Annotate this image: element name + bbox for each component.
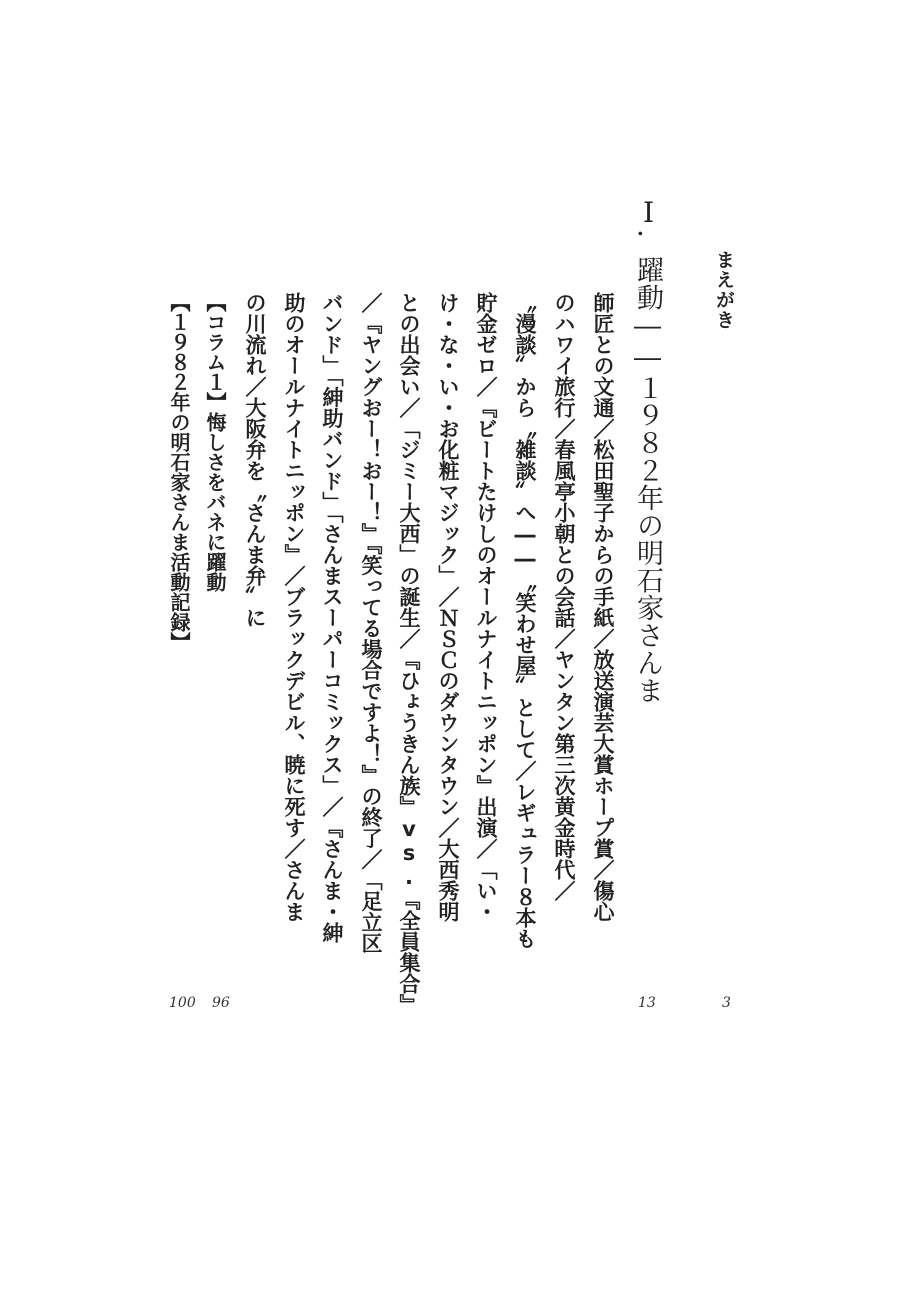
chapter-body-line: ／『ヤングおー！おー！』『笑ってる場合ですよ！』の終了／「足立区 [359, 292, 383, 954]
chapter-body-line: 師匠との文通／松田聖子からの手紙／放送演芸大賞ホープ賞／傷心 [591, 292, 615, 922]
record-1982-title[interactable]: 【１９８２年の明石家さんま活動記録】 [167, 292, 191, 652]
chapter-body-line: バンド」「紳助バンド」「さんまスーパーコミックス」／『さんま・紳 [320, 292, 344, 943]
chapter-body-line: との出会い／「ジミー大西」の誕生／『ひょうきん族』vs.『全員集合』 [397, 292, 421, 1015]
column1-page-number: 96 [212, 995, 230, 1011]
chapter-title[interactable]: 躍動――１９８２年の明石家さんま [632, 256, 663, 704]
chapter-body-line: 〝漫談〟から〝雑談〟へ――〝笑わせ屋〟として／レギュラー８本も [513, 292, 537, 949]
chapter-body-line: け・な・い・お化粧マジック」／ＮＳＣのダウンタウン／大西秀明 [436, 292, 460, 922]
chapter-body-line: の川流れ／大阪弁を〝さんま弁〟に [243, 292, 267, 628]
column1-title[interactable]: 【コラム１】悔しさをバネに躍動 [203, 292, 227, 592]
chapter-body-line: 助のオールナイトニッポン』／ブラックデビル、暁に死す／さんま [282, 292, 306, 922]
chapter-page-number: 13 [638, 995, 656, 1011]
preface-title[interactable]: まえがき [713, 250, 735, 330]
record-1982-page-number: 100 [169, 995, 196, 1011]
chapter-numeral: Ⅰ. [632, 196, 665, 238]
chapter-body-line: 貯金ゼロ／『ビートたけしのオールナイトニッポン』出演／「い・ [474, 292, 498, 922]
preface-page-number: 3 [722, 995, 731, 1011]
chapter-body-line: のハワイ旅行／春風亭小朝との会話／ヤンタン第三次黄金時代／ [552, 292, 576, 901]
